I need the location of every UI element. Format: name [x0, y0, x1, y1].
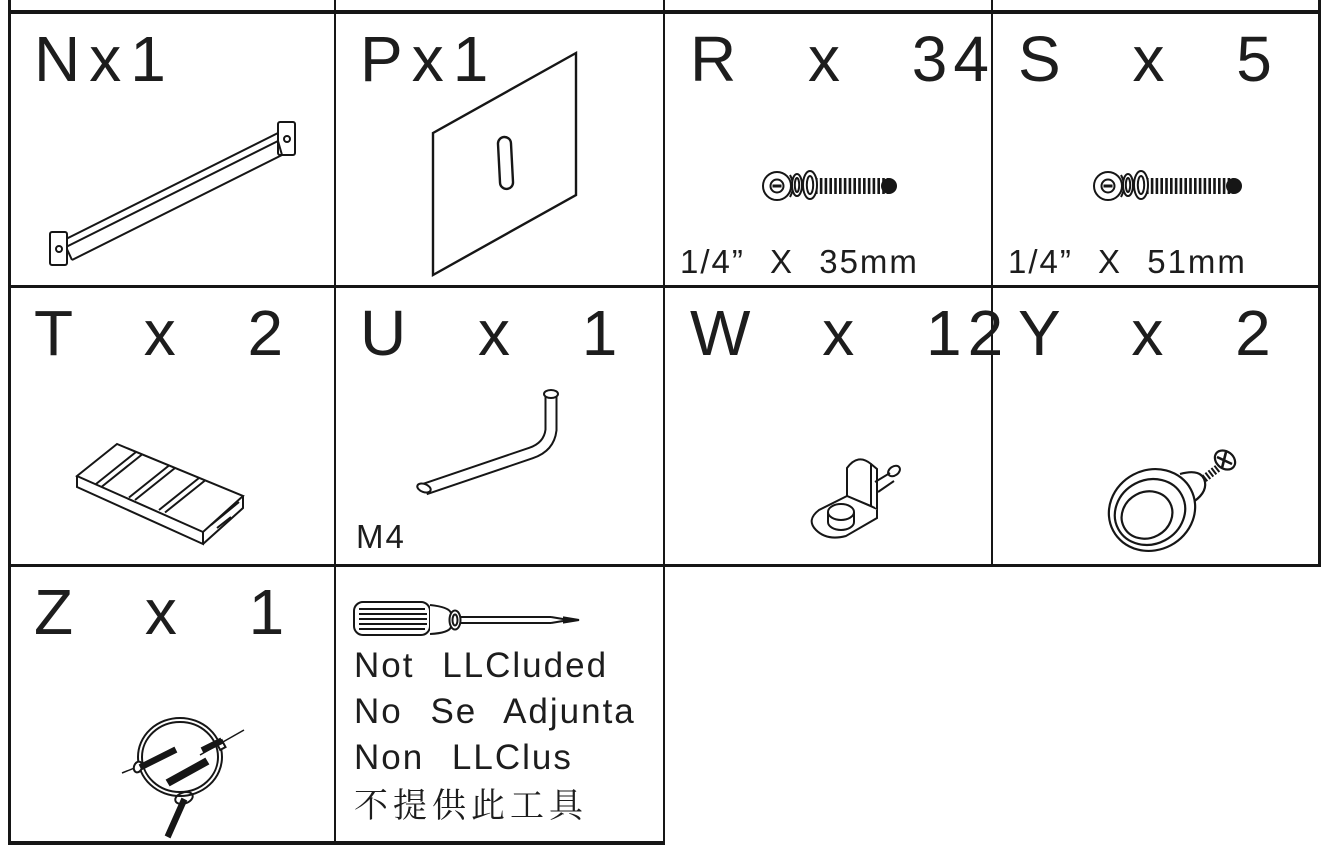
part-label-u: U x 1: [360, 297, 624, 369]
part-cell-u: [336, 288, 663, 564]
part-label-s: S x 5: [1018, 23, 1278, 95]
rail-icon: [32, 112, 324, 280]
part-label-p: Px1: [360, 23, 498, 95]
part-cell-s: [994, 14, 1318, 285]
part-size-caption-u: M4: [356, 518, 406, 555]
knob-with-screw-icon: [1104, 438, 1249, 566]
tool-note-line-es: No Se Adjunta: [354, 692, 636, 731]
allen-key-icon: [411, 383, 596, 508]
part-cell-t: [10, 288, 334, 564]
anti-tip-ring-icon: [118, 699, 253, 841]
part-cell-w: [666, 288, 1010, 564]
screwdriver-icon: [351, 592, 593, 650]
shelf-pin-icon: [801, 448, 913, 556]
bolt-with-washers-long-icon: [1092, 157, 1246, 215]
part-cell-y: [994, 288, 1318, 564]
grid-line: [663, 0, 665, 845]
back-panel-icon: [426, 44, 586, 279]
part-label-r: R x 34: [690, 23, 995, 95]
part-size-caption-s: 1/4” X 51mm: [1008, 243, 1247, 280]
part-label-n: Nx1: [34, 23, 175, 95]
ribbed-pad-icon: [65, 428, 260, 558]
tool-note-line-fr: Non LLClus: [354, 738, 573, 777]
bolt-with-washers-short-icon: [761, 157, 901, 215]
part-label-y: Y x 2: [1018, 297, 1277, 369]
tool-note-line-en: Not LLCluded: [354, 646, 609, 685]
part-label-w: W x 12: [690, 297, 1010, 369]
tool-note-text: [354, 643, 636, 830]
tool-note-line-zh: 不提供此工具: [354, 788, 588, 825]
part-label-z: Z x 1: [34, 576, 291, 648]
grid-line: [1318, 0, 1321, 567]
part-label-t: T x 2: [34, 297, 290, 369]
part-cell-p: [336, 14, 663, 285]
part-cell-r: [666, 14, 995, 285]
part-size-caption-r: 1/4” X 35mm: [680, 243, 919, 280]
tool-note-cell: [336, 567, 663, 841]
part-cell-n: [10, 14, 334, 285]
grid-line: [8, 841, 665, 845]
part-cell-z: [10, 567, 334, 841]
